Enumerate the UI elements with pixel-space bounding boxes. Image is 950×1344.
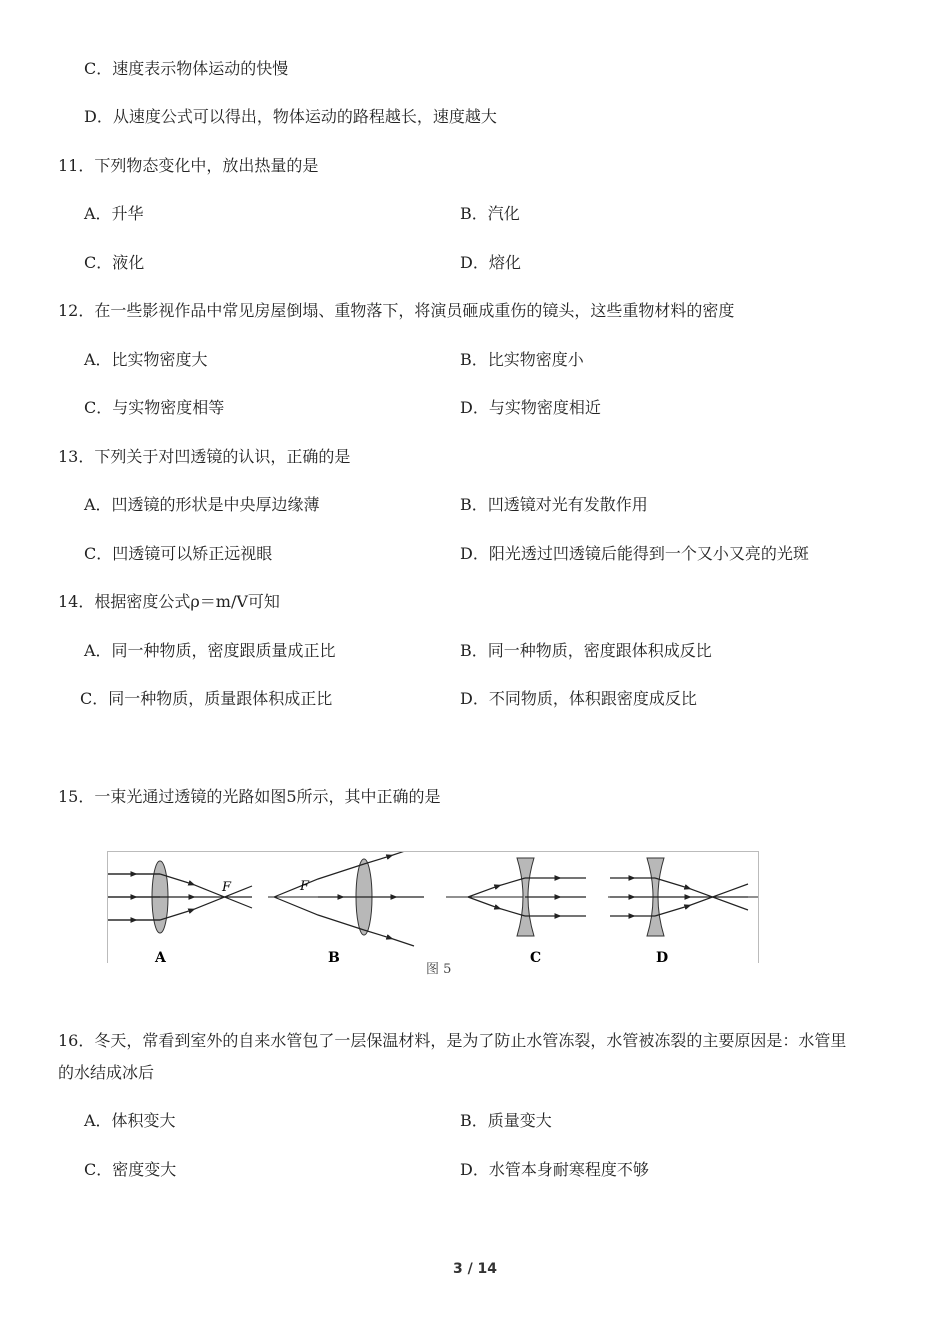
q16-stem-line2: 的水结成冰后 [58, 1063, 155, 1082]
panel-d-concave-lens [608, 858, 758, 964]
q16-option-b: B．质量变大 [460, 1111, 552, 1130]
q12-option-c: C．与实物密度相等 [84, 398, 225, 417]
panel-a-focus-label: F [222, 880, 232, 895]
q11-option-b: B．汽化 [460, 204, 520, 223]
q11-option-c: C．液化 [84, 253, 145, 272]
q10-option-c: C．速度表示物体运动的快慢 [84, 59, 289, 78]
panel-a-label: A [155, 950, 166, 964]
q11-option-d: D．熔化 [460, 253, 521, 272]
page-number: 3 / 14 [452, 1261, 498, 1277]
panel-c-label: C [530, 950, 542, 964]
q16-option-d: D．水管本身耐寒程度不够 [460, 1160, 649, 1179]
panel-b-convex-lens [268, 852, 424, 964]
panel-d-label: D [656, 950, 669, 964]
q15-stem: 15．一束光通过透镜的光路如图5所示，其中正确的是 [58, 787, 441, 806]
panel-c-concave-lens [446, 858, 586, 964]
q14-stem: 14．根据密度公式ρ＝m/V可知 [58, 592, 280, 611]
q12-stem: 12．在一些影视作品中常见房屋倒塌、重物落下，将演员砸成重伤的镜头，这些重物材料的密度 [58, 301, 735, 320]
q10-option-d: D．从速度公式可以得出，物体运动的路程越长，速度越大 [84, 107, 497, 126]
q14-option-b: B．同一种物质，密度跟体积成反比 [460, 641, 712, 660]
q16-option-c: C．密度变大 [84, 1160, 177, 1179]
q14-option-a: A．同一种物质，密度跟质量成正比 [84, 641, 336, 660]
figure-caption: 图 5 [426, 962, 452, 977]
panel-a-convex-lens [108, 861, 252, 964]
q16-stem-line1: 16．冬天，常看到室外的自来水管包了一层保温材料，是为了防止水管冻裂，水管被冻裂的主要原因是：水管里 [58, 1031, 847, 1050]
lens-figure [107, 851, 759, 963]
q11-stem: 11．下列物态变化中，放出热量的是 [58, 156, 319, 175]
q16-option-a: A．体积变大 [84, 1111, 176, 1130]
q13-option-a: A．凹透镜的形状是中央厚边缘薄 [84, 495, 320, 514]
q14-option-c: C．同一种物质，质量跟体积成正比 [80, 689, 333, 708]
q14-option-d: D．不同物质，体积跟密度成反比 [460, 689, 697, 708]
lens-diagram [108, 852, 758, 964]
q13-stem: 13．下列关于对凹透镜的认识，正确的是 [58, 447, 351, 466]
q13-option-b: B．凹透镜对光有发散作用 [460, 495, 648, 514]
q12-option-b: B．比实物密度小 [460, 350, 584, 369]
q13-option-c: C．凹透镜可以矫正远视眼 [84, 544, 273, 563]
q12-option-d: D．与实物密度相近 [460, 398, 601, 417]
q11-option-a: A．升华 [84, 204, 144, 223]
q13-option-d: D．阳光透过凹透镜后能得到一个又小又亮的光斑 [460, 544, 809, 563]
q12-option-a: A．比实物密度大 [84, 350, 208, 369]
panel-b-label: B [328, 950, 340, 964]
panel-b-focus-label: F [300, 879, 310, 894]
